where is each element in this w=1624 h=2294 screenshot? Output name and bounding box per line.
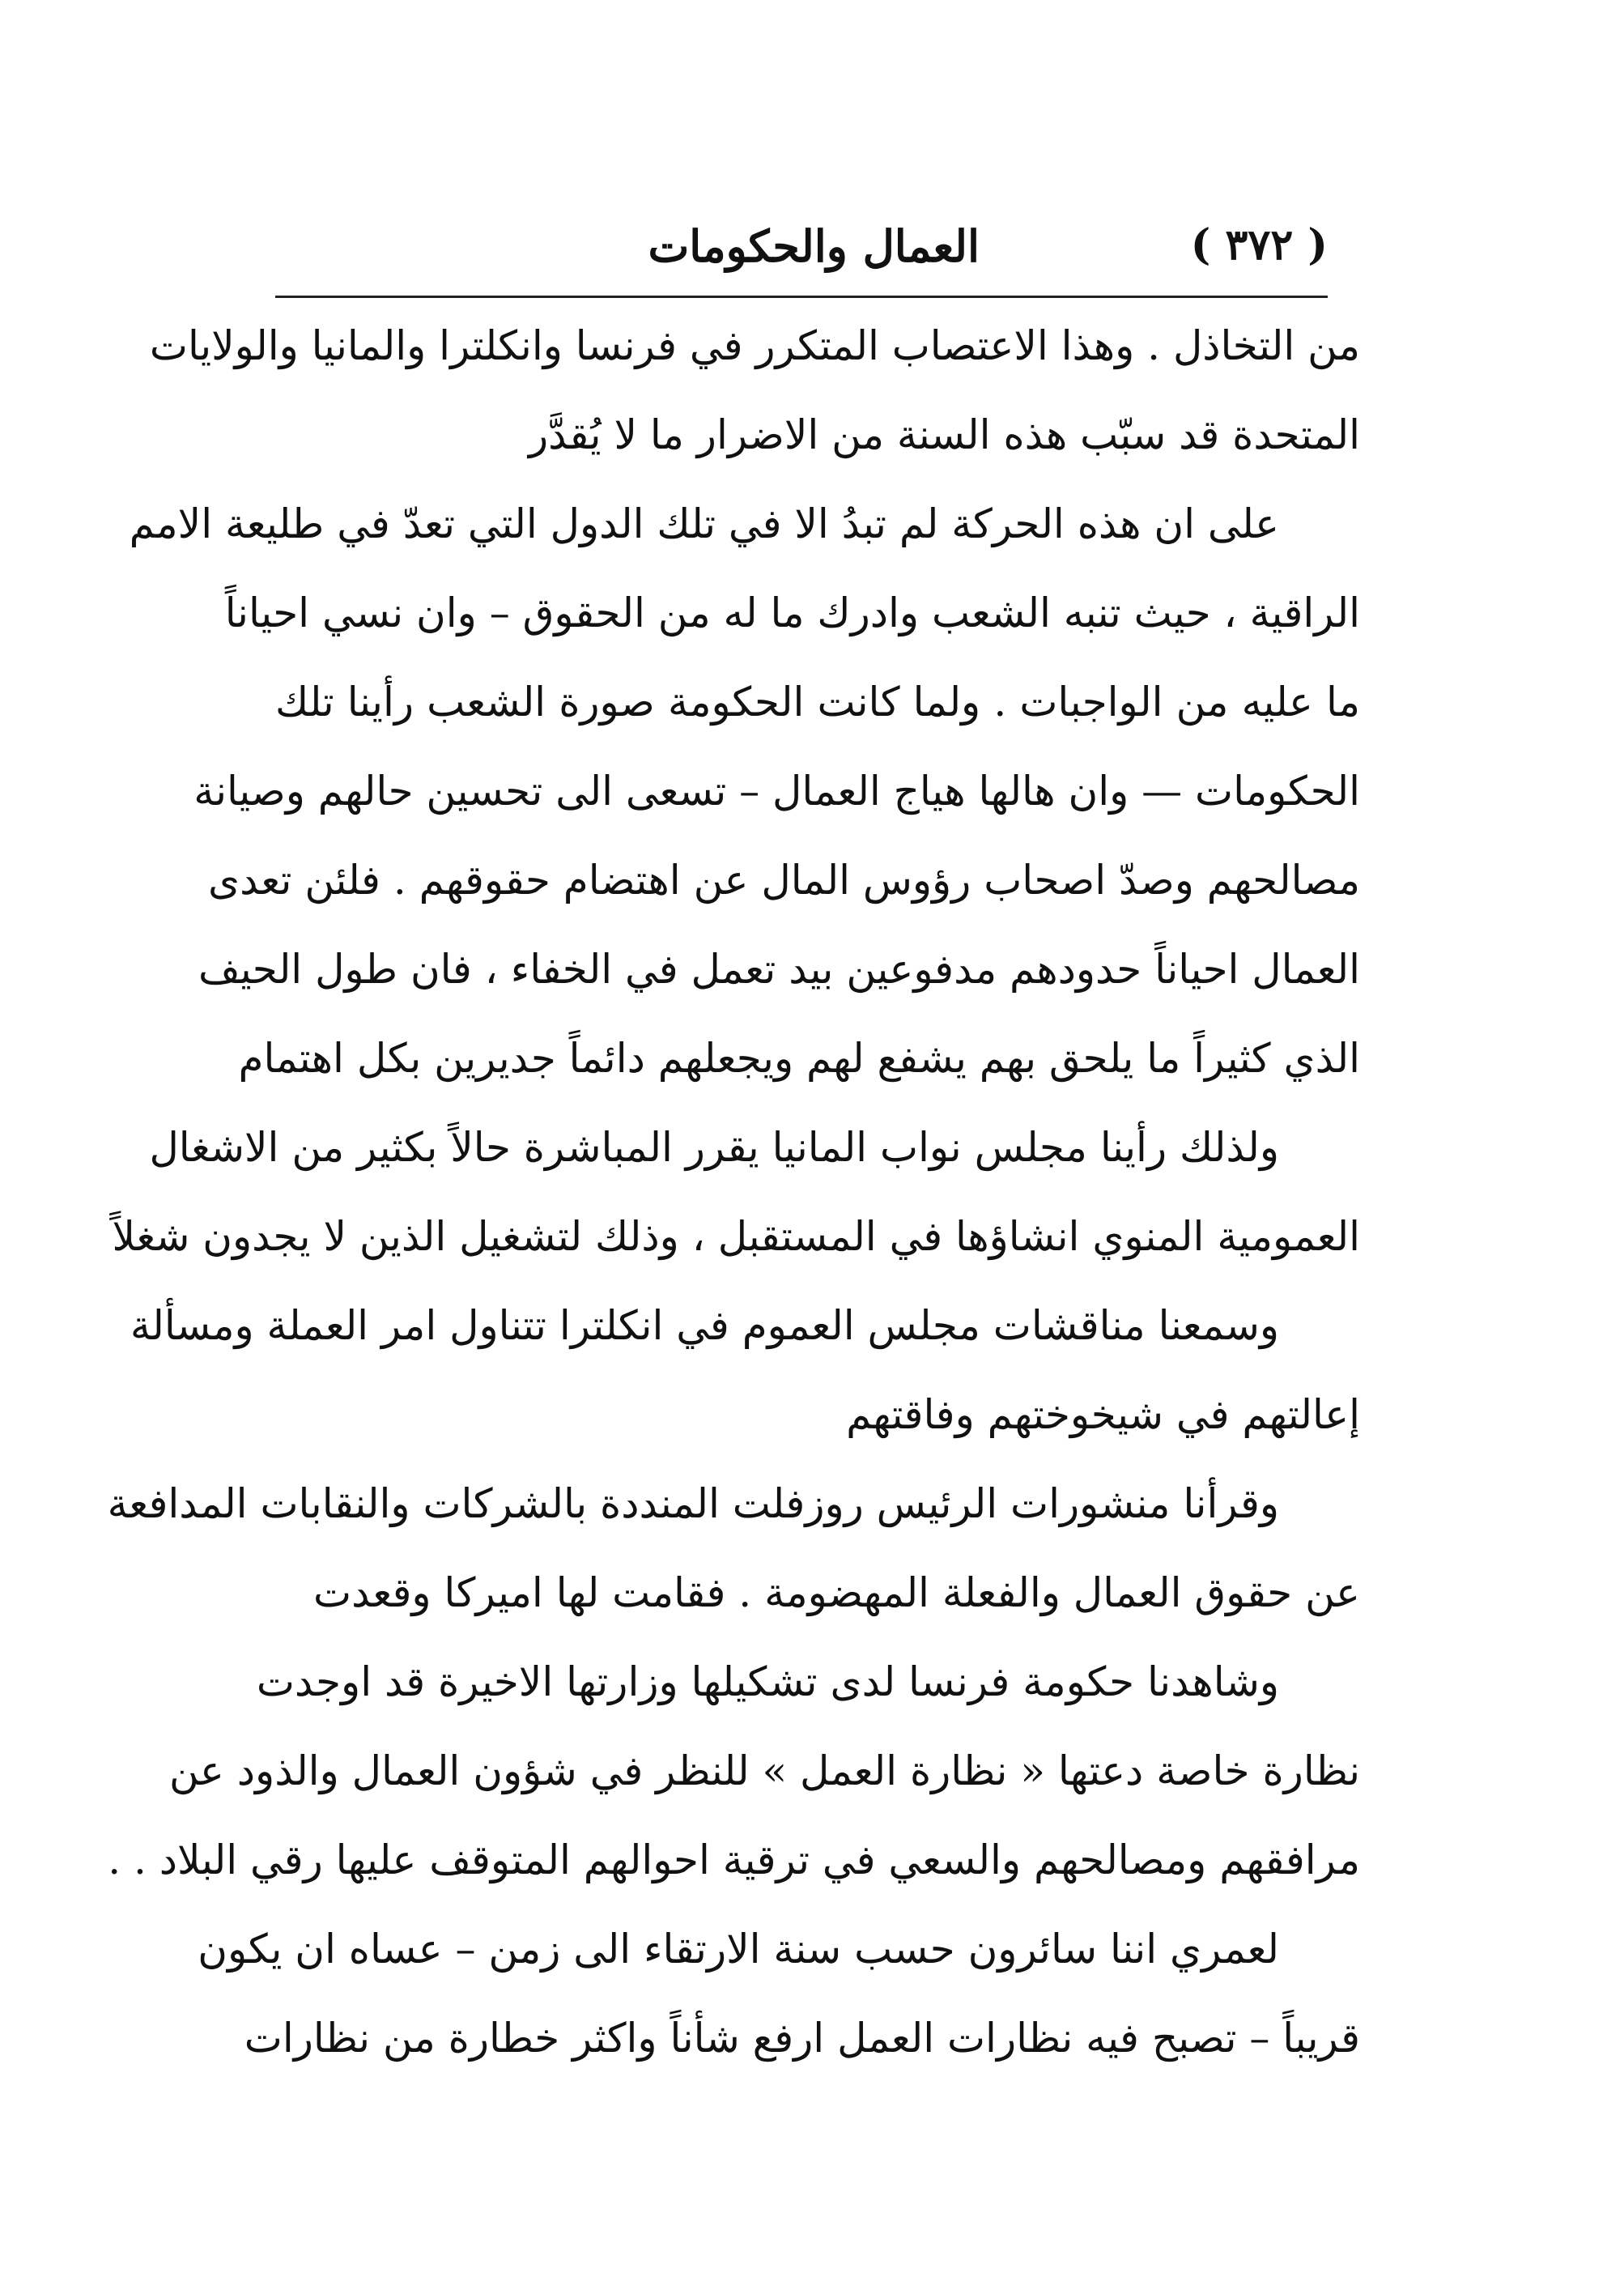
text-line: قريباً – تصبح فيه نظارات العمل ارفع شأناً واكثر خطارة من نظارات (244, 2015, 1360, 2062)
text-line: عن حقوق العمال والفعلة المهضومة . فقامت لها اميركا وقعدت (313, 1569, 1360, 1616)
text-line: المتحدة قد سبّب هذه السنة من الاضرار ما لا يُقدَّر (528, 411, 1360, 458)
page-header (275, 212, 1328, 285)
page-number: ( ٣٧٢ ) (1190, 220, 1328, 270)
text-line: الذي كثيراً ما يلحق بهم يشفع لهم ويجعلهم دائماً جديرين بكل اهتمام (238, 1035, 1360, 1082)
text-line: مصالحهم وصدّ اصحاب رؤوس المال عن اهتضام حقوقهم . فلئن تعدى (208, 857, 1360, 904)
text-line: ولذلك رأينا مجلس نواب المانيا يقرر المباشرة حالاً بكثير من الاشغال (149, 1124, 1279, 1171)
text-line: العمومية المنوي انشاؤها في المستقبل ، وذلك لتشغيل الذين لا يجدون شغلاً (112, 1213, 1360, 1260)
text-line: على ان هذه الحركة لم تبدُ الا في تلك الدول التي تعدّ في طليعة الامم (129, 500, 1279, 547)
text-line: لعمري اننا سائرون حسب سنة الارتقاء الى زمن – عساه ان يكون (198, 1926, 1279, 1973)
header-rule (275, 296, 1328, 298)
text-line: من التخاذل . وهذا الاعتصاب المتكرر في فرنسا وانكلترا والمانيا والولايات (149, 322, 1360, 369)
text-line: وسمعنا مناقشات مجلس العموم في انكلترا تتناول امر العملة ومسألة (130, 1302, 1279, 1349)
text-line: إعالتهم في شيخوختهم وفاقتهم (846, 1391, 1360, 1438)
text-line: وشاهدنا حكومة فرنسا لدى تشكيلها وزارتها الاخيرة قد اوجدت (256, 1658, 1279, 1705)
running-title: العمال والحكومات (648, 220, 980, 272)
text-line: وقرأنا منشورات الرئيس روزفلت المنددة بالشركات والنقابات المدافعة (107, 1480, 1279, 1527)
text-line: ما عليه من الواجبات . ولما كانت الحكومة صورة الشعب رأينا تلك (275, 679, 1360, 726)
text-line: نظارة خاصة دعتها « نظارة العمل » للنظر في شؤون العمال والذود عن (169, 1747, 1360, 1794)
body-text (107, 301, 1360, 2083)
text-line: الراقية ، حيث تنبه الشعب وادرك ما له من الحقوق – وان نسي احياناً (224, 589, 1360, 636)
text-line: مرافقهم ومصالحهم والسعي في ترقية احوالهم المتوقف عليها رقي البلاد . . (108, 1836, 1360, 1883)
text-line: الحكومات — وان هالها هياج العمال – تسعى الى تحسين حالهم وصيانة (193, 768, 1360, 815)
text-line: العمال احياناً حدودهم مدفوعين بيد تعمل في الخفاء ، فان طول الحيف (198, 946, 1360, 993)
